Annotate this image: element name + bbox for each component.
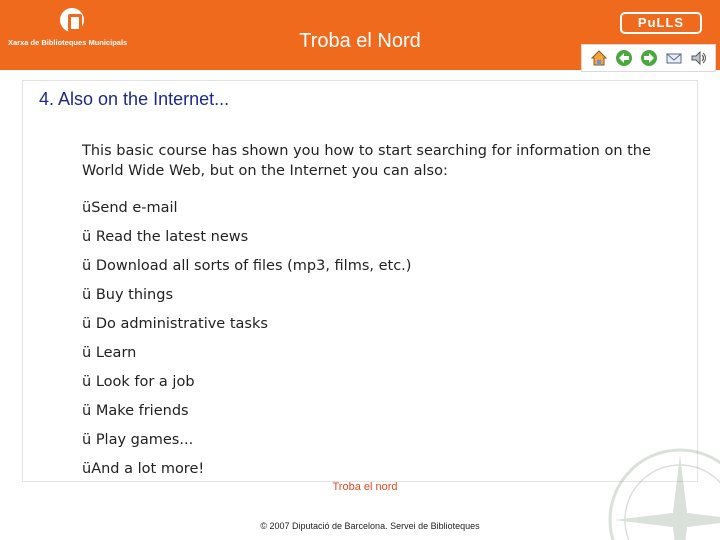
check-icon: ü [82,316,96,332]
speaker-icon[interactable] [690,49,708,67]
brand-badge: PuLLS [620,12,702,34]
list-item [82,226,682,255]
footer-copyright: © 2007 Diputació de Barcelona. Servei de Biblioteques [260,521,480,531]
list-item [82,255,682,284]
list-item [82,197,682,226]
list-item-label: Play games... [95,432,194,448]
check-icon: ü [82,461,92,477]
intro-paragraph: This basic course has shown you how to start searching for information on the World Wide Web, but on the Internet you can also: [82,143,651,179]
check-icon: ü [82,229,96,245]
navigation-toolbar [581,44,716,72]
mail-icon[interactable] [665,49,683,67]
section-title: 4. Also on the Internet... [39,89,230,109]
check-icon: ü [82,200,92,216]
list-item-label: Read the latest news [95,229,249,245]
check-icon: ü [82,345,96,361]
logo-text: Xarxa de Biblioteques Municipals [8,38,128,47]
list-item [82,284,682,313]
check-icon: ü [82,432,96,448]
list-item-label: Learn [95,345,137,361]
footer-link[interactable]: Troba el nord [332,481,398,493]
back-arrow-icon[interactable] [615,49,633,67]
check-icon: ü [82,374,96,390]
list-item [82,400,682,429]
check-icon: ü [82,287,96,303]
list-item-label: Buy things [95,287,173,303]
home-icon[interactable] [590,49,608,67]
content-panel [22,80,698,482]
list-item-label: Make friends [95,403,189,419]
check-icon: ü [82,403,96,419]
list-item-label: Look for a job [95,374,195,390]
list-item-label: And a lot more! [91,461,205,477]
app-title: Troba el Nord [299,30,421,52]
compass-watermark-icon [600,440,720,540]
list-item [82,342,682,371]
library-logo-icon [60,8,84,32]
check-icon: ü [82,258,96,274]
list-item [82,371,682,400]
list-item [82,429,682,458]
list-item-label: Do administrative tasks [95,316,268,332]
list-item-label: Download all sorts of files (mp3, films, etc.) [95,258,412,274]
list-item [82,313,682,342]
list-item-label: Send e-mail [91,200,178,216]
bullet-list [82,197,682,487]
forward-arrow-icon[interactable] [640,49,658,67]
